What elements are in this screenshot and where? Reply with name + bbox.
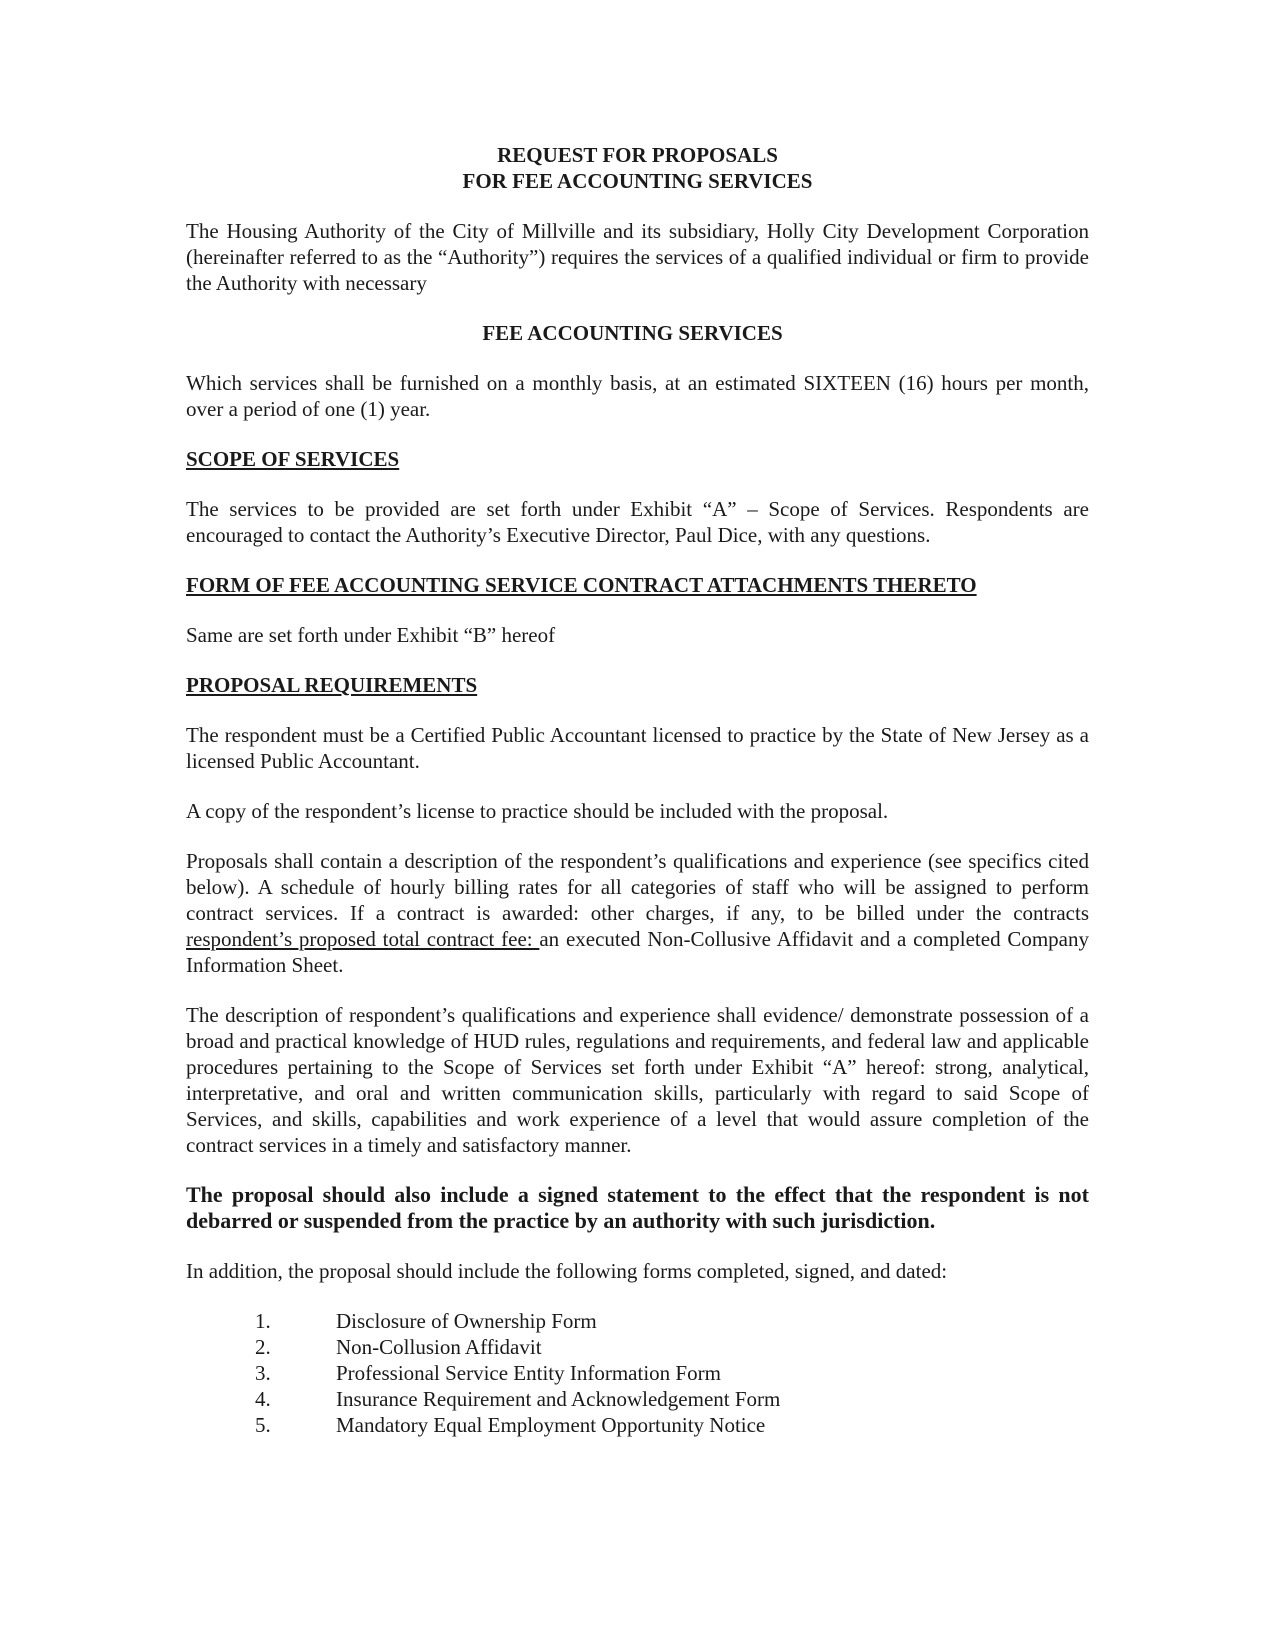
requirements-heading: PROPOSAL REQUIREMENTS: [186, 673, 478, 697]
services-heading: FEE ACCOUNTING SERVICES: [482, 321, 783, 345]
forms-intro: In addition, the proposal should include the following forms completed, signed, and dated:: [186, 1259, 948, 1283]
forms-list: [186, 1308, 1089, 1438]
p3-part-a: Proposals shall contain a description of the respondent’s qualifications and experience (see specifics cited below). A schedule of hourly billing rates for all categories of staff who will be assigned to perform contract services. If a contract is awarded: other charges, if any, to be billed under the contracts: [186, 849, 1089, 925]
requirements-paragraph-3: [186, 848, 1089, 978]
p3-underlined-text: respondent’s proposed total contract fee:: [186, 927, 540, 951]
title-line-2: FOR FEE ACCOUNTING SERVICES: [462, 169, 813, 193]
scope-paragraph: The services to be provided are set forth under Exhibit “A” – Scope of Services. Respondents are encouraged to contact the Authority’s Executive Director, Paul Dice, with any questions.: [186, 497, 1089, 547]
services-paragraph: Which services shall be furnished on a monthly basis, at an estimated SIXTEEN (16) hours per month, over a period of one (1) year.: [186, 371, 1089, 421]
title-line-1: REQUEST FOR PROPOSALS: [497, 143, 778, 167]
list-item-label: Non-Collusion Affidavit: [336, 1335, 542, 1359]
list-item-label: Disclosure of Ownership Form: [336, 1309, 597, 1333]
list-item-number: 3.: [255, 1361, 271, 1385]
list-item-label: Insurance Requirement and Acknowledgement Form: [336, 1387, 781, 1411]
p3-part-b: an executed Non-Collusive Affidavit and a completed Company Information Sheet.: [186, 927, 1089, 977]
list-item: [255, 1334, 1089, 1360]
requirements-paragraph-2: A copy of the respondent’s license to practice should be included with the proposal.: [186, 799, 889, 823]
list-item-label: Professional Service Entity Information Form: [336, 1361, 721, 1385]
list-item: [255, 1412, 1089, 1438]
scope-heading: SCOPE OF SERVICES: [186, 447, 400, 471]
form-heading: FORM OF FEE ACCOUNTING SERVICE CONTRACT ATTACHMENTS THERETO: [186, 573, 977, 597]
document-title: [186, 142, 1089, 194]
list-item-number: 2.: [255, 1335, 271, 1359]
list-item-number: 5.: [255, 1413, 271, 1437]
list-item: [255, 1308, 1089, 1334]
document-page: [186, 142, 1089, 1438]
bold-statement: The proposal should also include a signed statement to the effect that the respondent is not debarred or suspended from the practice by an authority with such jurisdiction.: [186, 1182, 1089, 1233]
list-item-number: 4.: [255, 1387, 271, 1411]
requirements-paragraph-4: The description of respondent’s qualifications and experience shall evidence/ demonstrate possession of a broad and practical knowledge of HUD rules, regulations and requirements, and federal law and applicable procedures pertaining to the Scope of Services set forth under Exhibit “A” hereof: strong, analytical, interpretative, and oral and written communication skills, particularly with regard to said Scope of Services, and skills, capabilities and work experience of a level that would assure completion of the contract services in a timely and satisfactory manner.: [186, 1003, 1089, 1157]
list-item-label: Mandatory Equal Employment Opportunity Notice: [336, 1413, 766, 1437]
list-item: [255, 1360, 1089, 1386]
requirements-paragraph-1: The respondent must be a Certified Public Accountant licensed to practice by the State of New Jersey as a licensed Public Accountant.: [186, 723, 1089, 773]
form-paragraph: Same are set forth under Exhibit “B” hereof: [186, 623, 556, 647]
list-item-number: 1.: [255, 1309, 271, 1333]
intro-paragraph: The Housing Authority of the City of Millville and its subsidiary, Holly City Development Corporation (hereinafter referred to as the “Authority”) requires the services of a qualified individual or firm to provide the Authority with necessary: [186, 219, 1089, 295]
list-item: [255, 1386, 1089, 1412]
